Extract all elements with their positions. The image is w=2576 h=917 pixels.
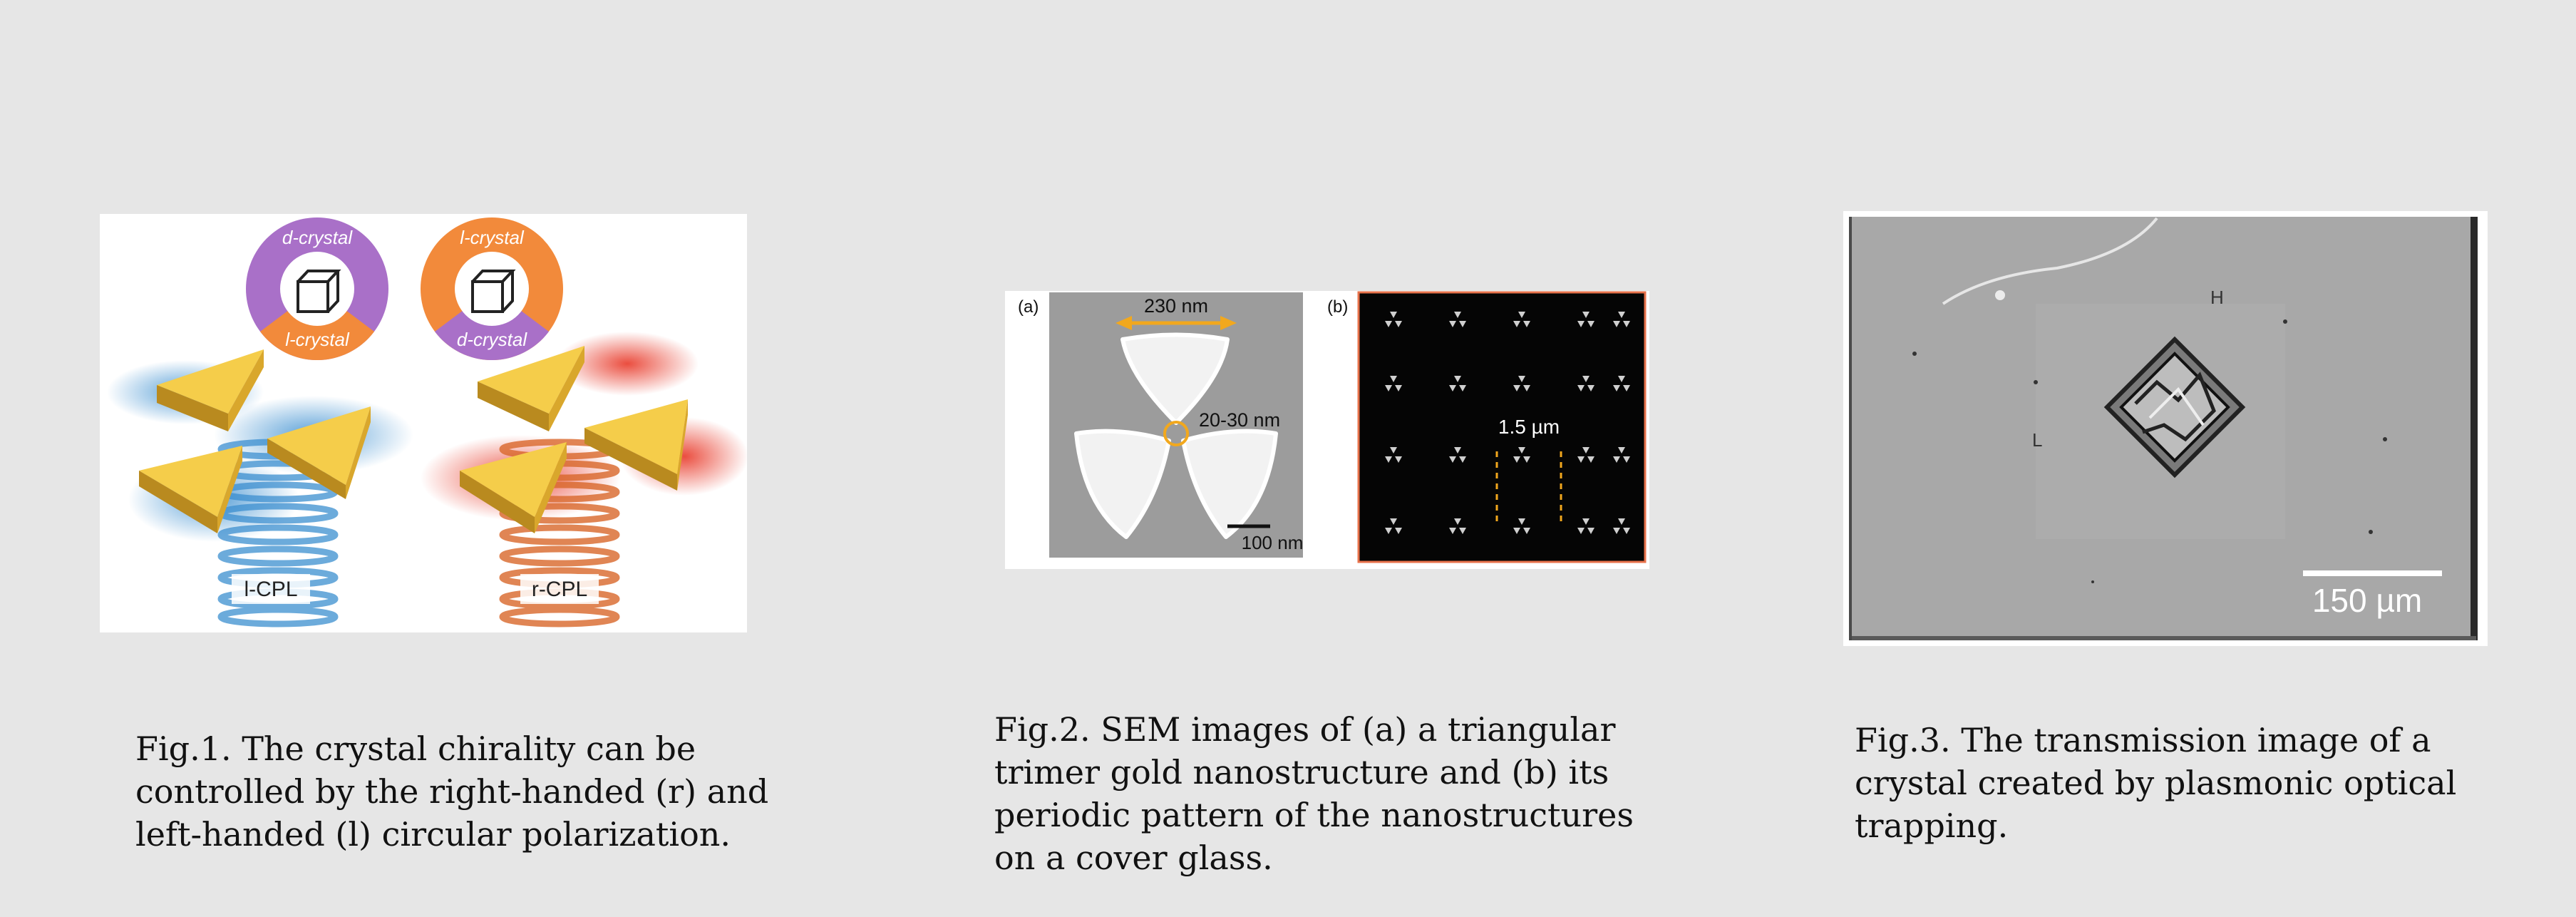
circle-left-bottom-label: l-crystal <box>285 329 349 350</box>
panel-b-label: (b) <box>1327 297 1349 317</box>
figure-2-sem <box>1005 291 1649 569</box>
l-cpl-label: l-CPL <box>244 578 298 601</box>
figure-3-image <box>1843 211 2488 646</box>
figure-1-image <box>100 214 747 632</box>
figure-1-illustration <box>100 214 747 632</box>
r-cpl-label: r-CPL <box>531 578 588 601</box>
period-label: 1.5 µm <box>1498 416 1560 438</box>
panel-a-label: (a) <box>1018 297 1039 317</box>
svg-text:H: H <box>2210 287 2224 308</box>
scale-label-a: 100 nm <box>1241 532 1304 553</box>
figure-2-caption: Fig.2. SEM images of (a) a triangular trimer gold nanostructure and (b) its periodic pattern of the nanostructures on a cover glass. <box>994 710 1634 877</box>
l-crystal-circle <box>421 217 563 360</box>
circle-right-top-label: l-crystal <box>460 227 524 248</box>
figure-3-transmission <box>1843 211 2488 646</box>
scale-label-fig3: 150 µm <box>2312 582 2423 619</box>
width-label: 230 nm <box>1143 295 1209 317</box>
d-crystal-circle <box>246 217 388 360</box>
circle-left-top-label: d-crystal <box>282 227 353 248</box>
figure-1-caption: Fig.1. The crystal chirality can be controlled by the right-handed (r) and left-handed (l) circular polarization. <box>135 729 769 854</box>
svg-text:L: L <box>2032 429 2043 451</box>
circle-right-bottom-label: d-crystal <box>456 329 527 350</box>
figure-2-image <box>1005 291 1649 569</box>
figure-3-caption: Fig.3. The transmission image of a crystal created by plasmonic optical trapping. <box>1855 721 2457 845</box>
gap-label: 20-30 nm <box>1199 409 1281 431</box>
